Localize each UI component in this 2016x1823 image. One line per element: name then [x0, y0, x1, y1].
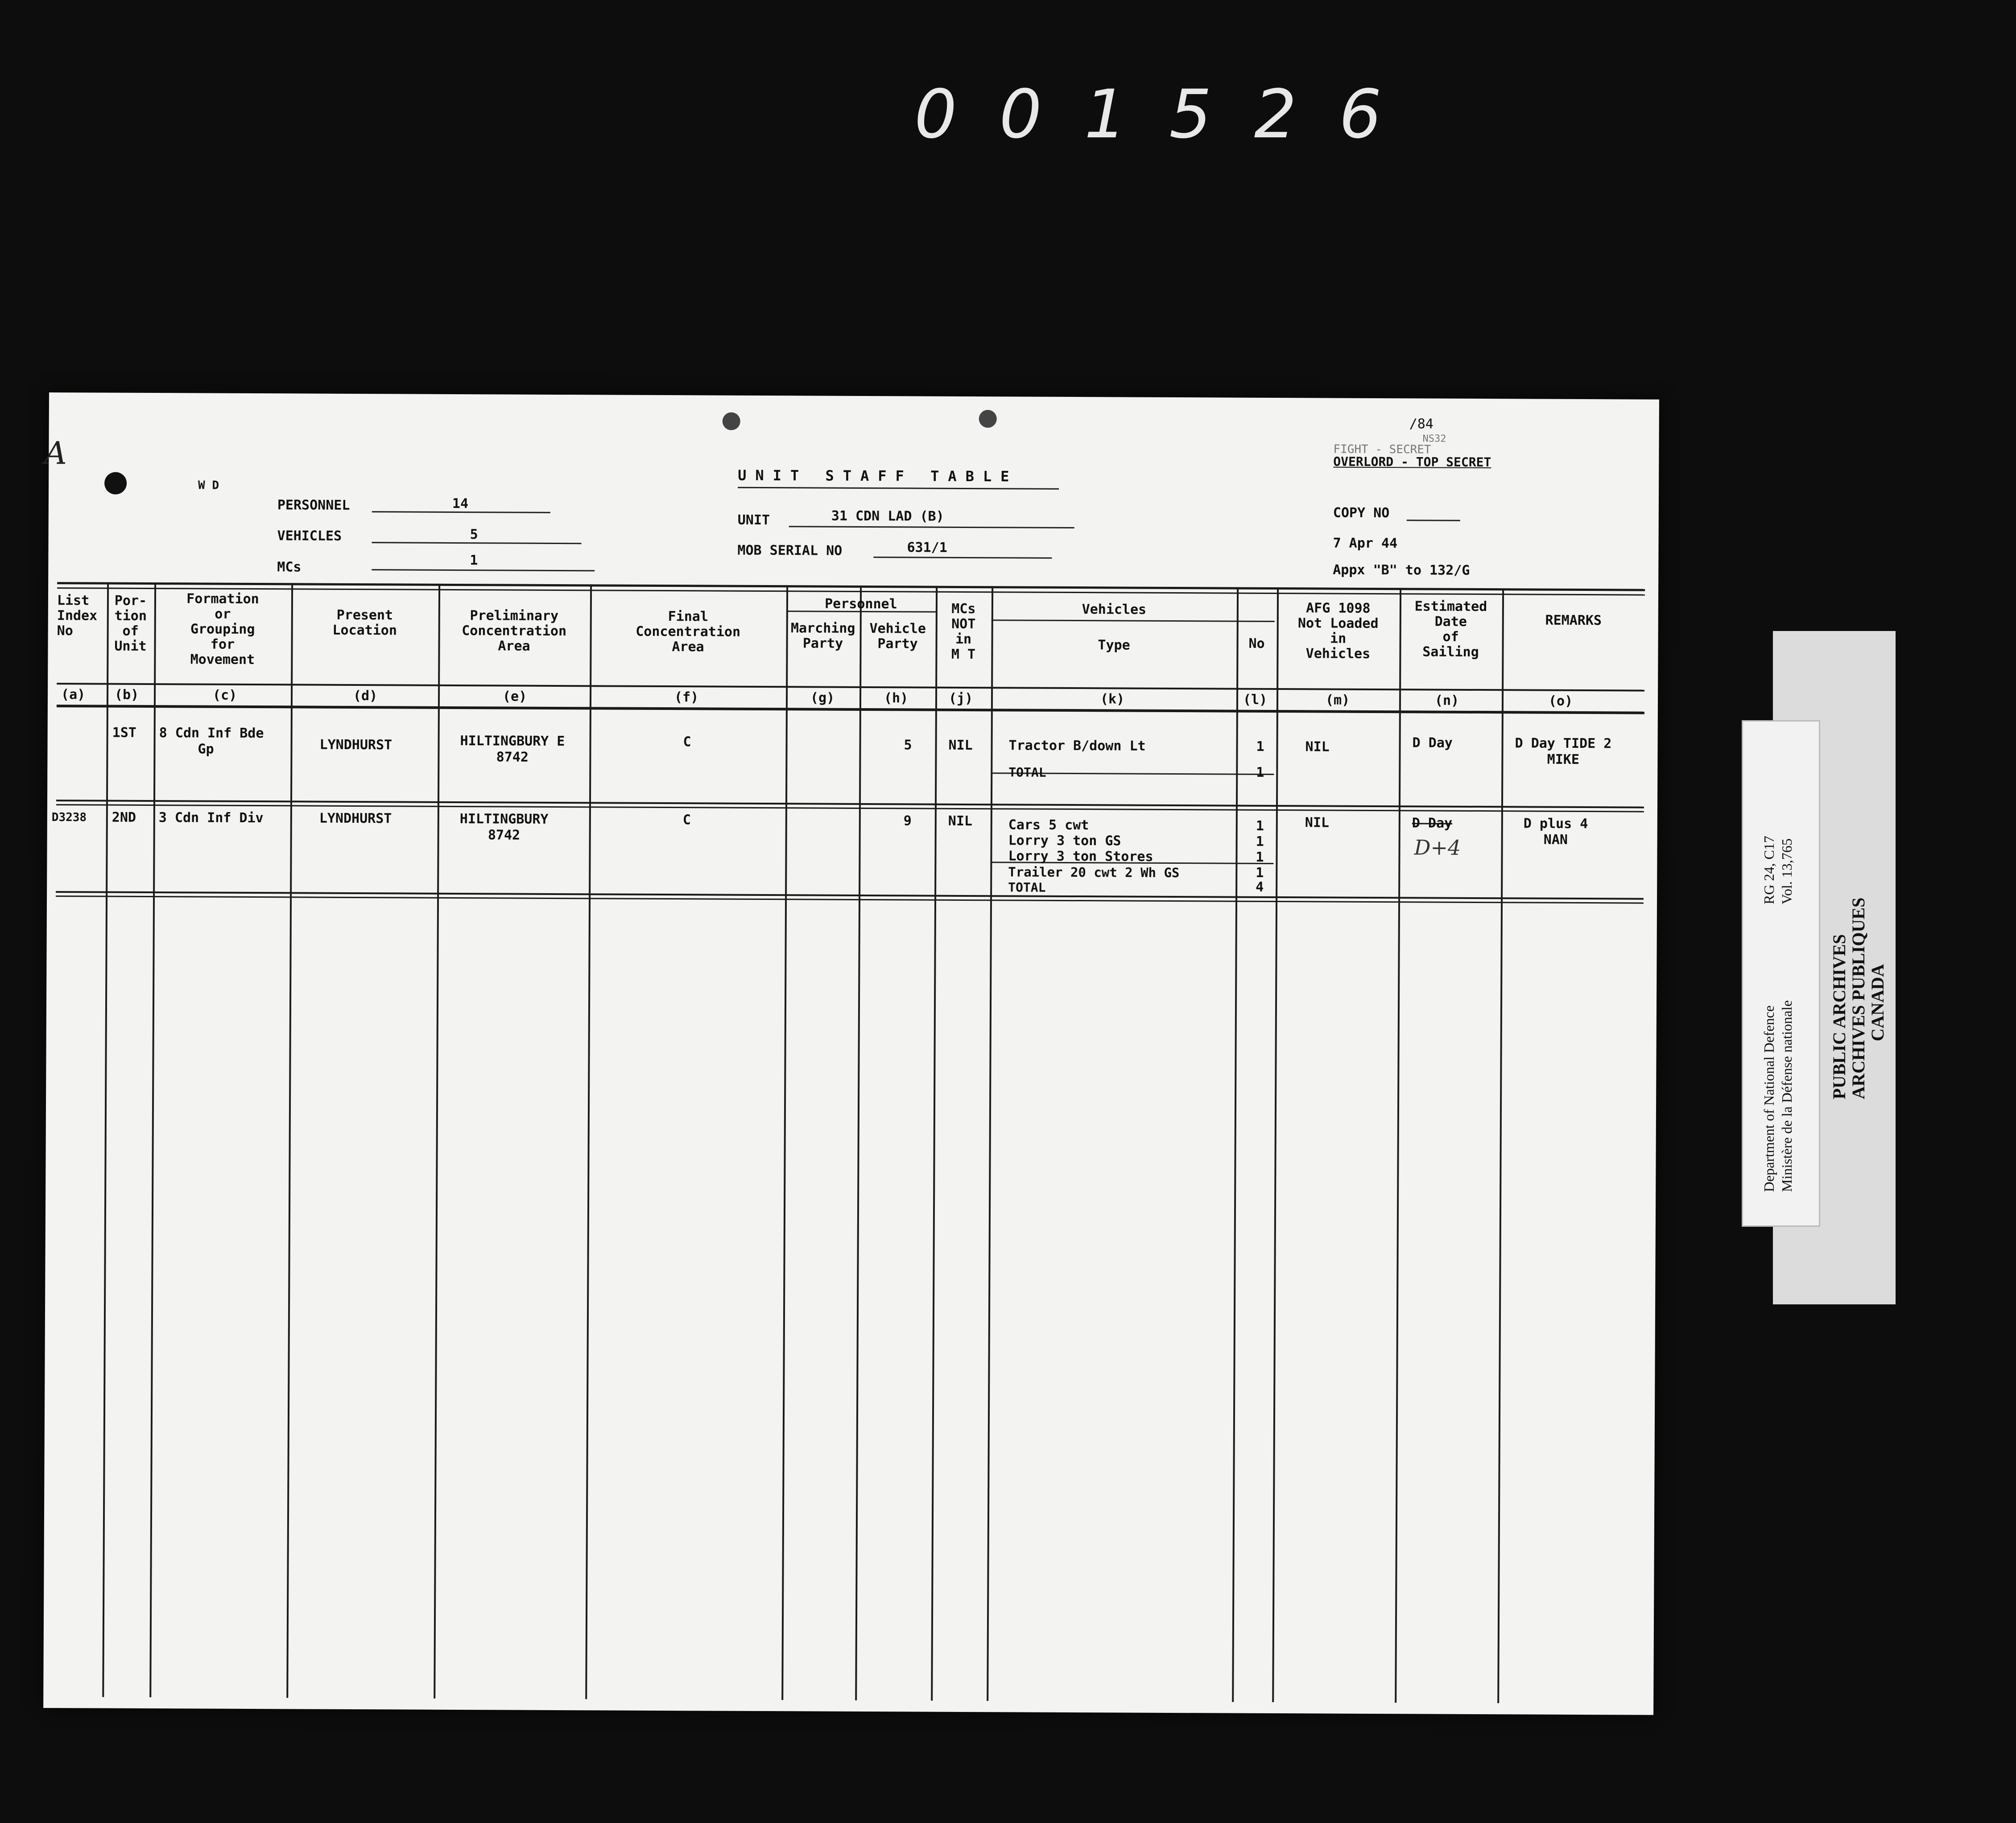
page-number: /84: [1409, 416, 1434, 432]
table-row-vehicle-no: 1: [1256, 833, 1264, 850]
table-row-index: D3238: [51, 811, 87, 825]
column-divider: [1232, 587, 1239, 1702]
handwritten-sailing-date: D+4: [1414, 835, 1461, 860]
column-letter: (j): [948, 690, 973, 707]
archive-reference: Vol. 13,765: [1779, 838, 1795, 904]
frame-number: 001526: [914, 76, 1424, 153]
column-letter: (e): [502, 689, 527, 705]
column-divider: [781, 585, 788, 1700]
staff-table: [52, 582, 1645, 1704]
header-letter-rule: [57, 705, 1644, 714]
table-row-vehicle-no: 1: [1256, 738, 1264, 755]
table-row-mcs: NIL: [948, 737, 973, 754]
column-letter: (f): [674, 689, 699, 705]
table-top-rule: [57, 582, 1645, 591]
header-list-index: List Index No: [57, 593, 98, 639]
column-letter: (l): [1243, 692, 1268, 708]
column-letter: (h): [884, 690, 909, 706]
archive-stamp: PUBLIC ARCHIVES: [1829, 934, 1849, 1099]
copy-underline: [1407, 520, 1460, 521]
table-row-afg: NIL: [1305, 815, 1330, 831]
summary-value: 5: [470, 527, 478, 543]
document-sheet: [43, 392, 1659, 1715]
table-row-portion: 1ST: [112, 725, 136, 741]
mob-serial-underline: [873, 557, 1052, 559]
table-row-vehicle-type: Tractor B/down Lt: [1008, 738, 1146, 754]
table-row-sailing-date-struck: D Day: [1412, 815, 1453, 831]
archive-reference: RG 24, C17: [1761, 836, 1777, 904]
column-divider: [149, 582, 156, 1697]
header-vehicle-type: Type: [1098, 637, 1130, 653]
table-row-afg: NIL: [1305, 739, 1330, 755]
overprint-note: NS32: [1422, 433, 1446, 445]
column-divider: [286, 583, 293, 1698]
table-row-total-label: TOTAL: [1008, 765, 1046, 780]
archive-department: Department of National Defence: [1761, 1005, 1777, 1192]
unit-label: UNIT: [737, 512, 770, 528]
binder-hole-icon: [979, 410, 997, 428]
summary-label: MCs: [277, 559, 302, 575]
column-divider: [102, 582, 109, 1697]
column-letter: (c): [212, 687, 237, 703]
column-divider: [987, 586, 993, 1701]
table-row-total-label: TOTAL: [1008, 880, 1046, 895]
appendix-reference: Appx "B" to 132/G: [1333, 562, 1470, 578]
table-row-vehicle-type: Lorry 3 ton Stores: [1008, 848, 1153, 865]
table-row-present-location: LYNDHURST: [319, 810, 392, 827]
summary-value: 1: [470, 553, 478, 569]
column-letter: (a): [61, 687, 86, 703]
table-row-sailing-date: D Day: [1412, 735, 1453, 751]
binder-hole-icon: [723, 412, 740, 430]
unit-value: 31 CDN LAD (B): [831, 508, 944, 524]
table-row-total: 4: [1256, 879, 1264, 895]
column-divider: [585, 584, 592, 1699]
table-row-total: 1: [1256, 764, 1264, 780]
header-marching-party: Marching Party: [790, 620, 855, 652]
header-vehicles: Vehicles: [1082, 602, 1147, 618]
table-row-formation: 8 Cdn Inf Bde Gp: [159, 725, 264, 757]
column-divider: [931, 586, 938, 1701]
header-sub-rule: [57, 683, 1644, 692]
table-row-preliminary-area: HILTINGBURY E 8742: [460, 733, 565, 765]
header-vehicle-no: No: [1248, 635, 1265, 652]
table-row-vehicle-type: Cars 5 cwt: [1008, 817, 1089, 833]
table-row-vehicle-party: 5: [904, 737, 912, 753]
table-row-preliminary-area: HILTINGBURY 8742: [459, 811, 549, 843]
table-row-final-area: C: [682, 812, 691, 828]
header-afg-1098: AFG 1098 Not Loaded in Vehicles: [1297, 600, 1379, 662]
archive-stamp: CANADA: [1867, 964, 1888, 1041]
header-final-area: Final Concentration Area: [636, 609, 741, 655]
document-date: 7 Apr 44: [1333, 535, 1398, 552]
archive-department-fr: Ministère de la Défense nationale: [1779, 1000, 1795, 1192]
table-row-vehicle-type: Trailer 20 cwt 2 Wh GS: [1008, 864, 1180, 881]
table-row-remarks: D Day TIDE 2 MIKE: [1515, 735, 1612, 767]
punch-hole-icon: [104, 472, 127, 495]
column-divider: [1395, 588, 1401, 1703]
column-divider: [855, 586, 862, 1700]
header-preliminary-area: Preliminary Concentration Area: [462, 608, 567, 654]
corner-mark: A: [44, 434, 67, 472]
vehicles-group-rule: [991, 619, 1275, 622]
table-row-vehicle-type: Lorry 3 ton GS: [1008, 833, 1121, 849]
summary-underline: [372, 569, 595, 571]
mob-serial-value: 631/1: [907, 540, 947, 556]
classification: OVERLORD - TOP SECRET: [1333, 454, 1491, 470]
header-remarks: REMARKS: [1545, 612, 1602, 629]
overprint: FIGHT - SECRET: [1333, 442, 1431, 457]
header-vehicle-party: Vehicle Party: [869, 621, 926, 652]
header-mcs-not-in-mt: MCs NOT in M T: [951, 601, 976, 663]
header-formation: Formation or Grouping for Movement: [186, 591, 259, 668]
summary-value: 14: [452, 495, 469, 512]
row-separator: [56, 800, 1644, 808]
header-portion: Por- tion of Unit: [114, 593, 147, 654]
archive-stamp: ARCHIVES PUBLIQUES: [1848, 897, 1868, 1099]
table-row-remarks: D plus 4 NAN: [1523, 816, 1588, 848]
table-row-vehicle-party: 9: [903, 813, 912, 829]
column-letter: (n): [1434, 693, 1459, 709]
column-letter: (m): [1325, 692, 1350, 708]
column-divider: [434, 584, 440, 1699]
column-divider: [1497, 588, 1504, 1703]
unit-underline: [789, 526, 1074, 528]
column-divider: [1272, 587, 1279, 1702]
column-letter: (b): [114, 687, 139, 703]
column-letter: (o): [1548, 693, 1573, 709]
title-underline: [738, 487, 1059, 490]
table-row-final-area: C: [683, 734, 691, 750]
column-letter: (k): [1100, 691, 1125, 707]
summary-label: VEHICLES: [277, 528, 342, 544]
copy-label: COPY NO: [1333, 505, 1390, 521]
table-row-vehicle-no: 1: [1256, 818, 1264, 834]
archive-label-front: [1742, 720, 1820, 1227]
wd-mark: W D: [198, 478, 219, 492]
table-row-mcs: NIL: [948, 813, 973, 829]
column-letter: (g): [810, 690, 835, 706]
table-row-vehicle-no: 1: [1256, 865, 1264, 881]
column-letter: (d): [353, 688, 378, 704]
table-row-present-location: LYNDHURST: [319, 737, 392, 753]
header-sailing-date: Estimated Date of Sailing: [1414, 598, 1487, 660]
table-bottom-rule: [56, 891, 1644, 900]
header-present-location: Present Location: [332, 607, 397, 639]
table-row-formation: 3 Cdn Inf Div: [158, 810, 264, 826]
table-row-vehicle-no: 1: [1256, 849, 1264, 865]
page-title: UNIT STAFF TABLE: [738, 466, 1018, 485]
mob-serial-label: MOB SERIAL NO: [737, 542, 843, 559]
summary-label: PERSONNEL: [277, 497, 350, 513]
table-row-portion: 2ND: [112, 809, 136, 825]
header-personnel: Personnel: [825, 596, 897, 612]
